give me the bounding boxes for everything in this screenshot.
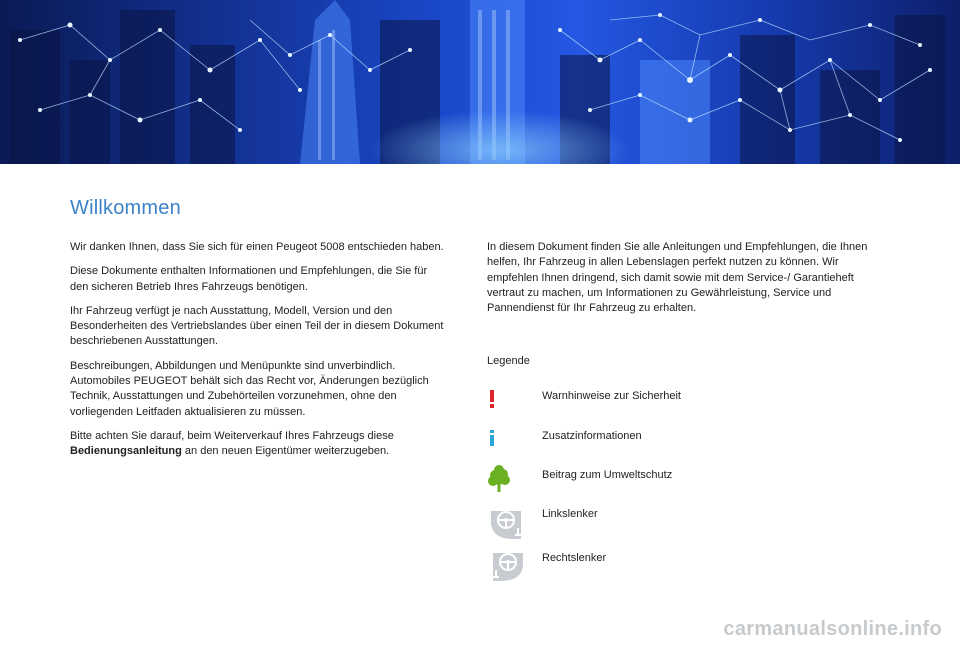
legend-item-info (487, 426, 747, 462)
intro-paragraph: In diesem Dokument finden Sie alle Anleitungen und Empfehlungen, die Ihnen helfen, Ihr Fahrzeug in allen Lebenslagen perfekt nutzen zu können. Wir empfehlen Ihnen dringend, sich damit sowie mit dem Service-/ Garantieheft vertraut zu machen, um Informationen zu Gewährleistung, Service und Pannendienst für Ihr Fahrzeug zu erhalten. (487, 241, 868, 315)
legend-item-environment (487, 465, 747, 501)
left-hand-drive-icon (487, 506, 527, 542)
legend-item-right-hand-drive (487, 548, 747, 584)
info-icon (487, 426, 527, 462)
intro-right-column (487, 240, 887, 325)
legend-label: Beitrag zum Umweltschutz (542, 469, 673, 481)
page-title: Willkommen (70, 197, 181, 219)
right-hand-drive-icon (487, 548, 527, 584)
legend-label: Rechtslenker (542, 552, 607, 564)
legend-item-left-hand-drive (487, 506, 747, 542)
legend-title: Legende (487, 355, 530, 367)
city-network-image (0, 0, 960, 164)
intro-paragraph: Diese Dokumente enthalten Informationen und Empfehlungen, die Sie für den sicheren Betrieb Ihres Fahrzeugs benötigen. (70, 265, 428, 293)
intro-paragraph: Beschreibungen, Abbildungen und Menüpunkte sind unverbindlich. Automobiles PEUGEOT behält sich das Recht vor, Änderungen bezüglich Technik, Ausstattungen und Zubehörteilen vorzunehmen, ohne den vorliegenden Leitfaden aktualisieren zu müssen. (70, 359, 429, 418)
header-image (0, 0, 960, 164)
legend-label: Linkslenker (542, 508, 598, 520)
handover-text-after: an den neuen Eigentümer weiterzugeben. (184, 445, 390, 458)
intro-paragraph: Ihr Fahrzeug verfügt je nach Ausstattung, Modell, Version und den Besonderheiten des Vertriebslandes über einen Teil der in diesem Dokument beschriebenen Ausstattungen. (70, 304, 444, 348)
intro-left-column (70, 240, 445, 469)
handover-text-before: Bitte achten Sie darauf, beim Weiterverkauf Ihres Fahrzeugs diese (70, 429, 394, 442)
legend-label: Zusatzinformationen (542, 430, 642, 442)
manual-name-bold: Bedienungsanleitung (70, 445, 182, 458)
warning-exclamation-icon (487, 386, 527, 422)
watermark-text: carmanualsonline.info (723, 618, 942, 640)
legend-item-warning (487, 386, 747, 422)
legend-label: Warnhinweise zur Sicherheit (542, 390, 681, 402)
handover-paragraph (70, 429, 445, 460)
intro-paragraph: Wir danken Ihnen, dass Sie sich für einen Peugeot 5008 entschieden haben. (70, 241, 444, 253)
tree-icon (487, 465, 527, 501)
